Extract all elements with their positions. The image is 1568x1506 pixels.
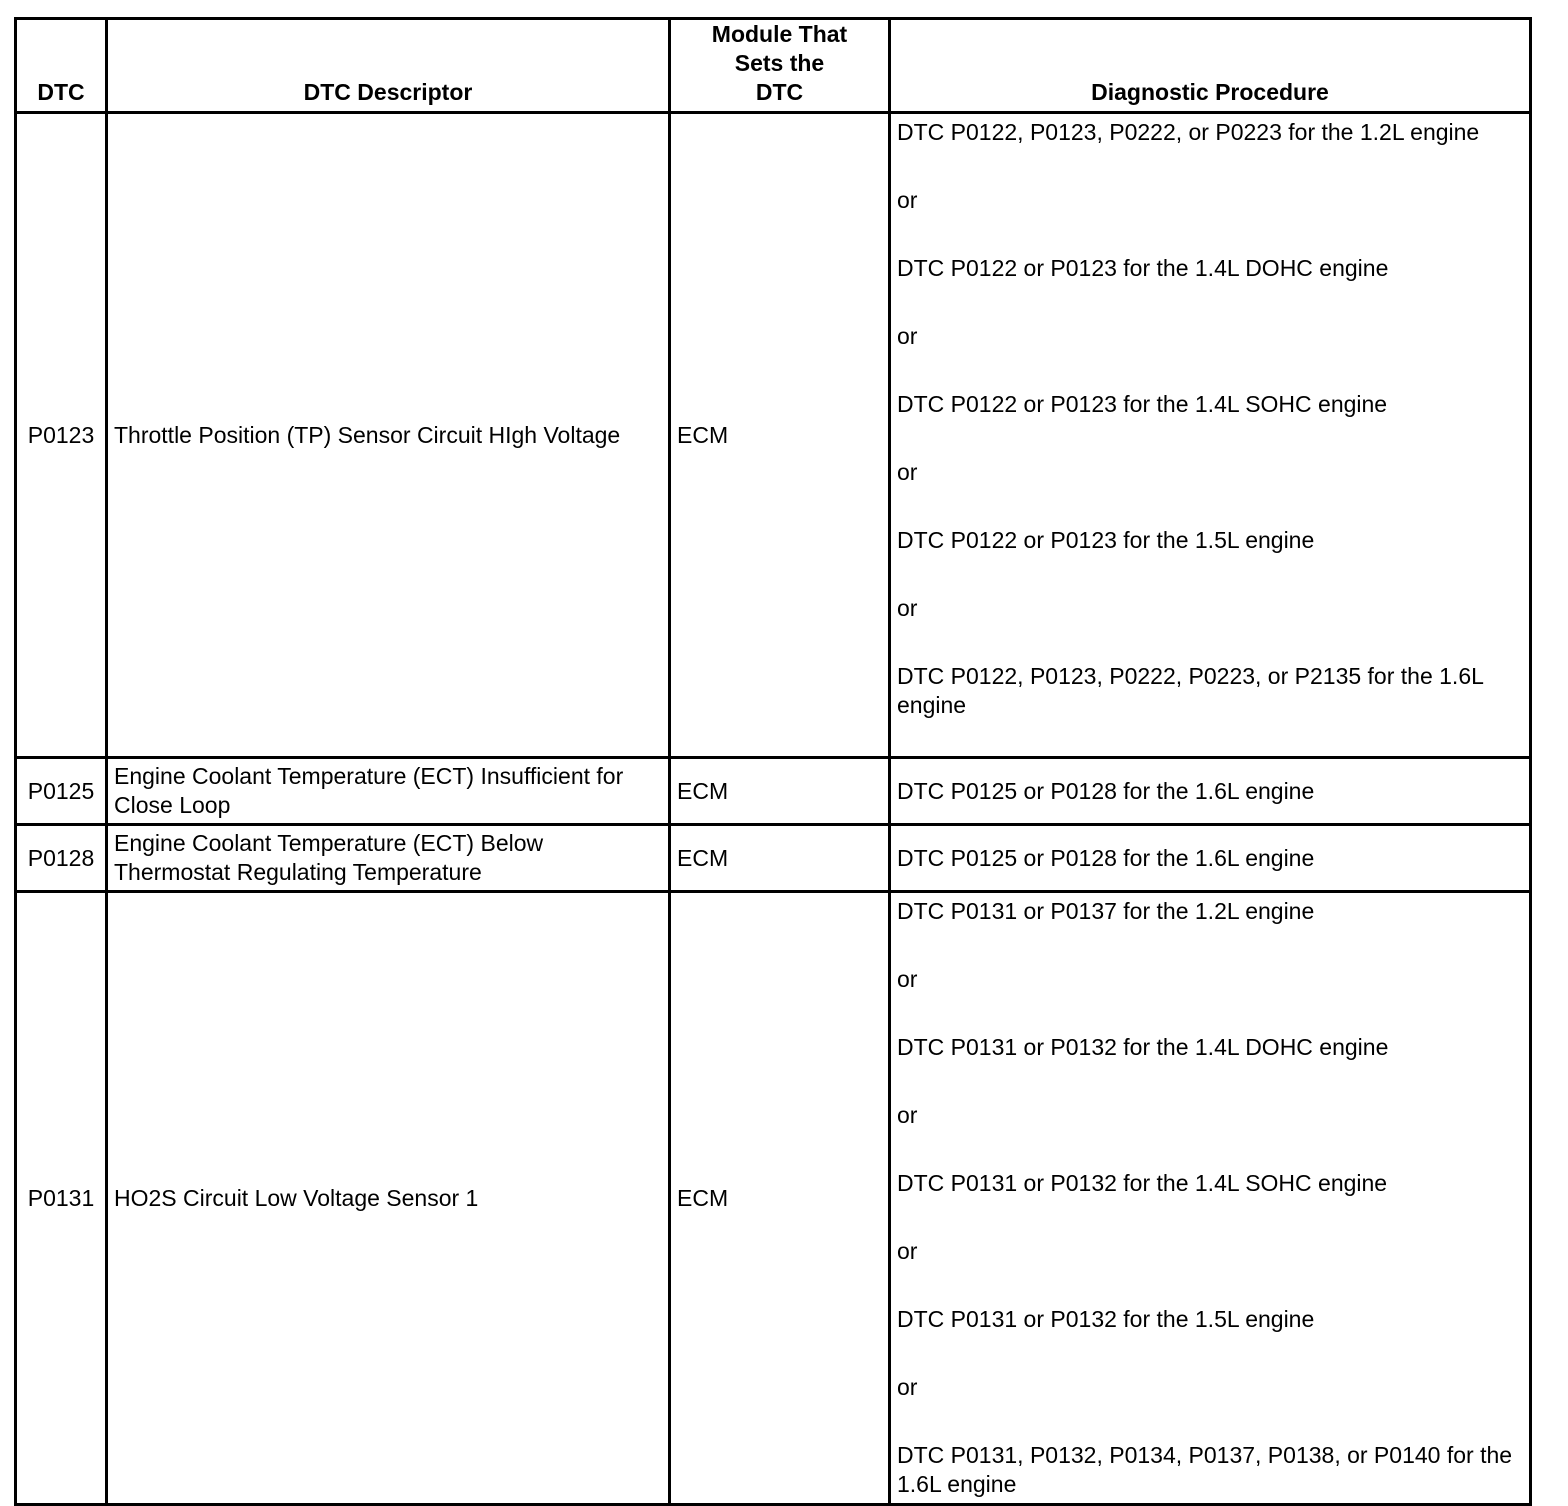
procedure-line: or (897, 459, 918, 485)
procedure-line: DTC P0131 or P0132 for the 1.4L SOHC engine (897, 1170, 1388, 1196)
dtc-descriptor: Throttle Position (TP) Sensor Circuit HIgh Voltage (107, 113, 670, 758)
procedure-line: or (897, 1374, 918, 1400)
dtc-code: P0128 (16, 825, 107, 892)
dtc-code: P0125 (16, 758, 107, 825)
header-row (16, 19, 1531, 113)
table-row (16, 758, 1531, 825)
table-row (16, 113, 1531, 758)
procedure-line: DTC P0131 or P0132 for the 1.5L engine (897, 1306, 1315, 1332)
dtc-code: P0123 (16, 113, 107, 758)
dtc-descriptor: HO2S Circuit Low Voltage Sensor 1 (107, 892, 670, 1505)
dtc-descriptor: Engine Coolant Temperature (ECT) Below Thermostat Regulating Temperature (107, 825, 670, 892)
procedure-line: DTC P0131 or P0132 for the 1.4L DOHC engine (897, 1034, 1389, 1060)
procedure-cell (890, 892, 1531, 1505)
procedure-line: DTC P0125 or P0128 for the 1.6L engine (897, 844, 1315, 871)
procedure-line: or (897, 187, 918, 213)
procedure-line: or (897, 966, 918, 992)
procedure-line: DTC P0131 or P0137 for the 1.2L engine (897, 898, 1315, 924)
module-cell: ECM (670, 758, 890, 825)
procedure-line: DTC P0122 or P0123 for the 1.4L DOHC engine (897, 255, 1389, 281)
procedure-line: or (897, 1238, 918, 1264)
module-cell: ECM (670, 825, 890, 892)
module-cell: ECM (670, 892, 890, 1505)
header-module-label: Module That Sets the DTC (711, 21, 848, 105)
procedure-line: or (897, 1102, 918, 1128)
header-descriptor: DTC Descriptor (107, 19, 670, 113)
dtc-code: P0131 (16, 892, 107, 1505)
dtc-descriptor: Engine Coolant Temperature (ECT) Insufficient for Close Loop (107, 758, 670, 825)
procedure-cell (890, 825, 1531, 892)
table-row (16, 892, 1531, 1505)
procedure-line: or (897, 595, 918, 621)
header-dtc: DTC (16, 19, 107, 113)
procedure-line: DTC P0122, P0123, P0222, P0223, or P2135 for the 1.6L engine (897, 663, 1484, 718)
procedure-line: or (897, 323, 918, 349)
table-row (16, 825, 1531, 892)
module-cell: ECM (670, 113, 890, 758)
procedure-cell (890, 113, 1531, 758)
header-module (670, 19, 890, 113)
header-procedure: Diagnostic Procedure (890, 19, 1531, 113)
procedure-line: DTC P0131, P0132, P0134, P0137, P0138, or P0140 for the 1.6L engine (897, 1442, 1513, 1497)
procedure-line: DTC P0125 or P0128 for the 1.6L engine (897, 777, 1315, 804)
procedure-line: DTC P0122 or P0123 for the 1.4L SOHC engine (897, 391, 1388, 417)
procedure-cell (890, 758, 1531, 825)
dtc-table (14, 17, 1532, 1506)
procedure-line: DTC P0122 or P0123 for the 1.5L engine (897, 527, 1315, 553)
procedure-line: DTC P0122, P0123, P0222, or P0223 for the 1.2L engine (897, 119, 1480, 145)
